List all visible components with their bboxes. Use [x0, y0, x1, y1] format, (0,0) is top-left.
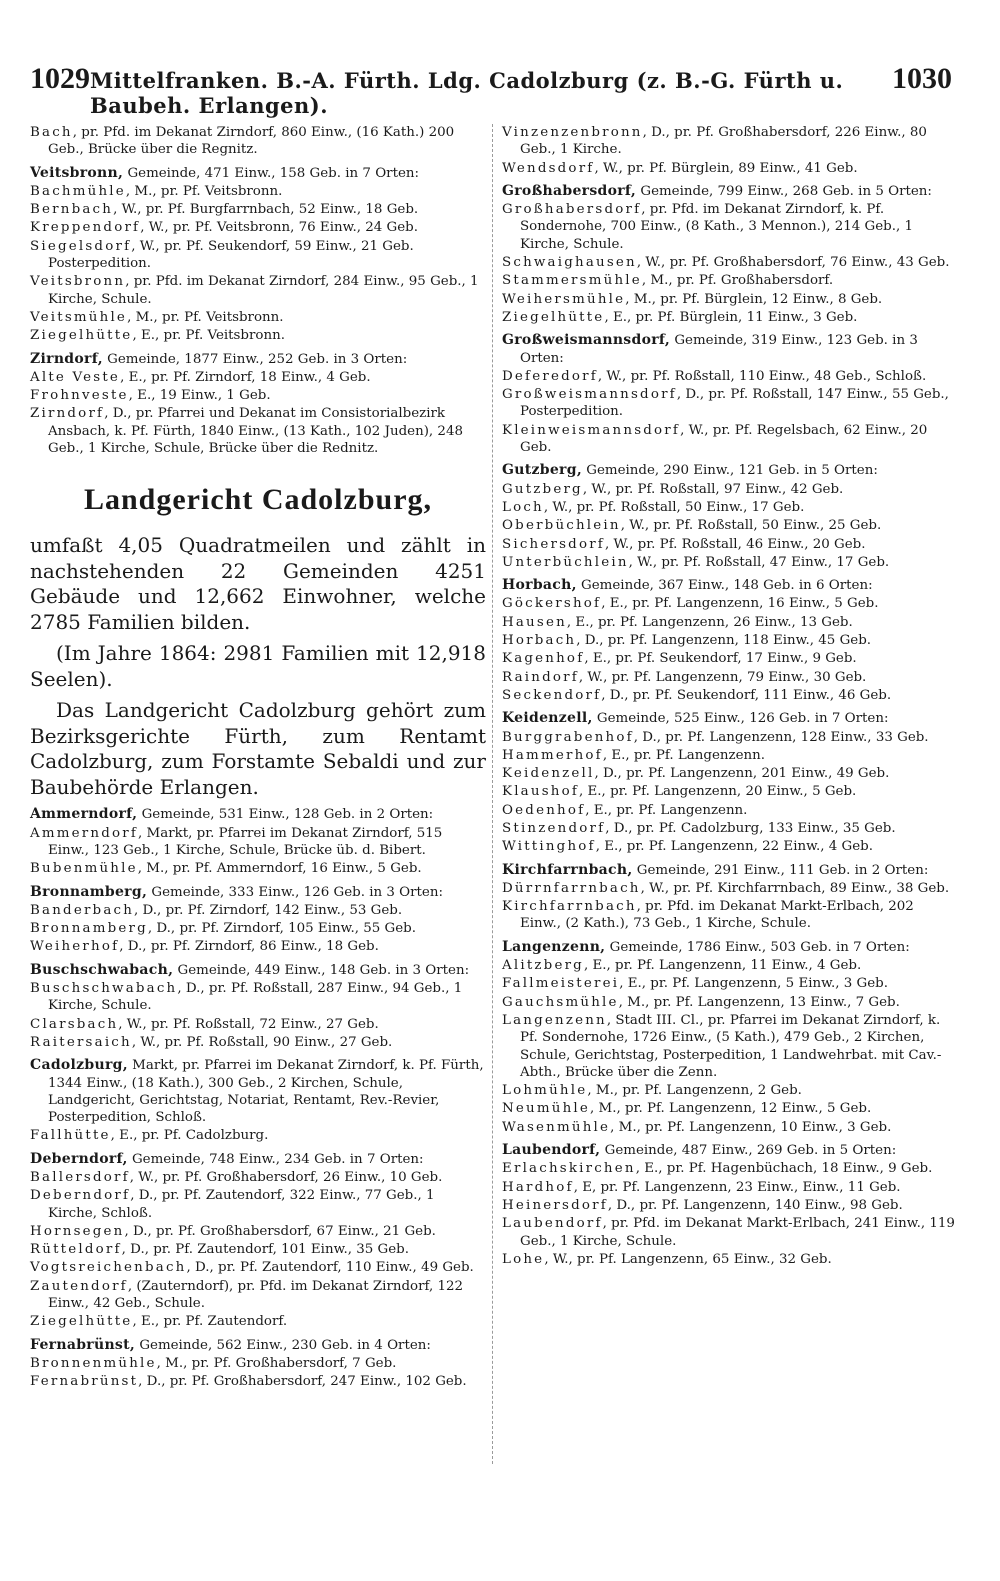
municipality-summary: Gemeinde, 333 Einw., 126 Geb. in 3 Orten:: [147, 884, 443, 900]
place-entry: [502, 729, 958, 746]
place-entry: [502, 309, 958, 326]
place-name: Siegelsdorf: [30, 238, 132, 254]
place-details: , D., pr. Pf. Seukendorf, 111 Einw., 46 Geb.: [601, 687, 892, 703]
place-name: Fallhütte: [30, 1128, 111, 1144]
municipality-summary: Gemeinde, 1877 Einw., 252 Geb. in 3 Orten:: [102, 351, 408, 367]
place-details: , E., pr. Pf. Langenzenn.: [602, 747, 766, 763]
municipality-summary: Gemeinde, 799 Einw., 268 Geb. in 5 Orten:: [636, 183, 932, 199]
place-details: , M., pr. Pf. Großhabersdorf, 7 Geb.: [156, 1355, 397, 1371]
place-name: Bubenmühle: [30, 861, 138, 877]
place-entry: [502, 1119, 958, 1136]
place-entry: [502, 499, 958, 516]
place-name: Göckershof: [502, 596, 602, 612]
municipality-heading: [502, 710, 958, 727]
place-entry: [502, 422, 958, 457]
place-details: , M., pr. Pf. Langenzenn, 13 Einw., 7 Geb.: [618, 994, 900, 1010]
place-details: , pr. Pfd. im Dekanat Zirndorf, 284 Einw., 95 Geb., 1 Kirche, Schule.: [48, 274, 479, 307]
place-name: Ammerndorf: [30, 825, 139, 841]
municipality-heading: [502, 939, 958, 956]
place-entry: [502, 368, 958, 385]
right-pre-section: [502, 124, 958, 177]
place-name: Schwaighausen: [502, 255, 637, 271]
place-entry: [30, 309, 486, 326]
place-name: Wasenmühle: [502, 1119, 611, 1135]
municipality-heading: [30, 1151, 486, 1168]
place-entry: [30, 369, 486, 386]
place-entry: [30, 273, 486, 308]
place-name: Oedenhof: [502, 802, 586, 818]
place-entry: [502, 536, 958, 553]
place-entry: [502, 975, 958, 992]
place-details: , E., pr. Pf. Veitsbronn.: [132, 328, 285, 344]
place-details: , E., pr. Pf. Bürglein, 11 Einw., 3 Geb.: [604, 309, 858, 325]
place-details: , E., pr. Pf. Langenzenn.: [585, 802, 748, 818]
place-details: , W., pr. Pf. Langenzenn, 79 Einw., 30 Geb.: [578, 669, 867, 685]
place-entry: [30, 1034, 486, 1051]
intro-paragraph: (Im Jahre 1864: 2981 Familien mit 12,918 Seelen).: [30, 641, 486, 691]
place-entry: [502, 802, 958, 819]
place-details: , D., pr. Pf. Langenzenn, 201 Einw., 49 Geb.: [594, 766, 890, 782]
place-entry: [502, 838, 958, 855]
place-name: Banderbach: [30, 902, 135, 918]
place-name: Horbach: [502, 633, 577, 649]
place-name: Ziegelhütte: [30, 1314, 133, 1330]
municipality-name: Fernabrünst,: [30, 1336, 136, 1353]
municipality-name: Langenzenn,: [502, 938, 606, 955]
place-entry: [502, 554, 958, 571]
place-details: , M., pr. Pf. Langenzenn, 2 Geb.: [587, 1083, 802, 1099]
municipality-heading: [502, 332, 958, 367]
municipality-summary: Gemeinde, 290 Einw., 121 Geb. in 5 Orten:: [582, 463, 878, 479]
right-page-number: 1030: [892, 62, 952, 95]
place-name: Keidenzell: [502, 766, 595, 782]
place-name: Lohe: [502, 1251, 545, 1267]
place-name: Hammerhof: [502, 747, 603, 763]
place-entry: [30, 327, 486, 344]
place-name: Wendsdorf: [502, 160, 595, 176]
left-column: [30, 124, 486, 1392]
place-name: Buschschwabach: [30, 981, 178, 997]
municipality-group: [502, 332, 958, 456]
place-name: Großhabersdorf: [502, 202, 642, 218]
place-entry: [502, 747, 958, 764]
municipality-name: Laubendorf,: [502, 1142, 601, 1159]
place-entry: [502, 517, 958, 534]
municipality-heading: [30, 1057, 486, 1126]
place-name: Deferedorf: [502, 368, 598, 384]
place-name: Laubendorf: [502, 1216, 603, 1232]
place-details: , D., pr. Pf. Zautendorf, 322 Einw., 77 Geb., 1 Kirche, Schloß.: [48, 1188, 435, 1221]
place-details: , pr. Pfd. im Dekanat Zirndorf, 860 Einw., (16 Kath.) 200 Geb., Brücke über die Regnitz.: [48, 125, 455, 158]
place-entry: [502, 880, 958, 897]
municipality-group: [502, 462, 958, 571]
place-entry: [502, 291, 958, 308]
place-name: Dürrnfarrnbach: [502, 880, 641, 896]
place-entry: [30, 238, 486, 273]
place-name: Loch: [502, 499, 544, 515]
place-name: Zautendorf: [30, 1278, 128, 1294]
place-entry: [502, 632, 958, 649]
place-name: Sichersdorf: [502, 536, 605, 552]
place-details: , D., pr. Pf. Zirndorf, 142 Einw., 53 Geb.: [134, 902, 403, 918]
place-details: , W., pr. Pf. Roßstall, 90 Einw., 27 Geb.: [131, 1034, 393, 1050]
place-name: Bernbach: [30, 202, 114, 218]
place-entry: [30, 1278, 486, 1313]
place-details: , M., pr. Pf. Großhabersdorf.: [641, 273, 834, 289]
place-entry: [30, 183, 486, 200]
place-entry: [30, 1187, 486, 1222]
municipality-group: [30, 1337, 486, 1391]
municipality-group: [30, 884, 486, 956]
place-details: , D., pr. Pf. Cadolzburg, 133 Einw., 35 Geb.: [605, 820, 896, 836]
place-details: , E., pr. Pf. Seukendorf, 17 Einw., 9 Geb.: [584, 651, 857, 667]
place-details: , D., pr. Pfarrei und Dekanat im Consistorialbezirk Ansbach, k. Pf. Fürth, 1840 Einw., (13 Kath., 102 Juden), 248 Geb., 1 Kirche, Schule, Brücke über die Rednitz.: [48, 406, 463, 457]
place-entry: [502, 650, 958, 667]
place-entry: [30, 980, 486, 1015]
place-name: Erlachskirchen: [502, 1161, 636, 1177]
place-details: , W., pr. Pf. Großhabersdorf, 26 Einw., 10 Geb.: [129, 1169, 443, 1185]
left-groups: [30, 806, 486, 1390]
place-details: , D., pr. Pf. Roßstall, 287 Einw., 94 Geb., 1 Kirche, Schule.: [48, 981, 463, 1014]
place-name: Unterbüchlein: [502, 554, 629, 570]
municipality-name: Veitsbronn,: [30, 164, 124, 181]
place-details: , E., pr. Pf. Hagenbüchach, 18 Einw., 9 Geb.: [635, 1161, 933, 1177]
municipality-name: Großweismannsdorf,: [502, 332, 671, 349]
right-column: [502, 124, 958, 1269]
place-name: Alte Veste: [30, 369, 121, 385]
place-name: Stinzendorf: [502, 820, 606, 836]
place-name: Langenzenn: [502, 1012, 607, 1028]
place-entry: [502, 765, 958, 782]
place-entry: [30, 825, 486, 860]
page-header: [30, 62, 952, 118]
intro-paragraph: umfaßt 4,05 Quadratmeilen und zählt in nachstehenden 22 Gemeinden 4251 Gebäude und 12,662 Einwohner, welche 2785 Familien bilden.: [30, 533, 486, 634]
municipality-summary: Markt, pr. Pfarrei im Dekanat Zirndorf, k. Pf. Fürth, 1344 Einw., (18 Kath.), 300 Geb., 2 Kirchen, Schule, Landgericht, Gerichtstag, Notariat, Rentamt, Rev.-Revier, Posterpedition, Schloß.: [48, 1058, 484, 1126]
place-details: , W., pr. Pf. Roßstall, 50 Einw., 17 Geb.: [543, 499, 805, 515]
place-name: Gauchsmühle: [502, 994, 619, 1010]
municipality-group: [30, 1151, 486, 1331]
place-entry: [502, 994, 958, 1011]
place-entry: [502, 669, 958, 686]
place-details: , W., pr. Pf. Roßstall, 97 Einw., 42 Geb.: [582, 481, 844, 497]
place-name: Bronnamberg: [30, 921, 148, 937]
court-title: Landgericht Cadolzburg,: [83, 483, 433, 517]
municipality-group: [502, 939, 958, 1136]
place-details: , W., pr. Pf. Langenzenn, 65 Einw., 32 Geb.: [544, 1251, 832, 1267]
municipality-summary: Gemeinde, 319 Einw., 123 Geb. in 3 Orten:: [520, 333, 918, 366]
place-details: , (Zauterndorf), pr. Pfd. im Dekanat Zirndorf, 122 Einw., 42 Geb., Schule.: [48, 1278, 464, 1312]
place-details: , D., pr. Pf. Großhabersdorf, 247 Einw., 102 Geb.: [138, 1374, 467, 1390]
municipality-group: [30, 1057, 486, 1144]
municipality-group: [502, 710, 958, 855]
municipality-heading: [502, 462, 958, 479]
place-name: Kleinweismannsdorf: [502, 422, 681, 438]
column-divider: [492, 124, 493, 1464]
municipality-summary: Gemeinde, 487 Einw., 269 Geb. in 5 Orten:: [600, 1143, 897, 1159]
place-name: Rütteldorf: [30, 1242, 122, 1258]
municipality-group: [502, 183, 958, 326]
place-entry: [502, 957, 958, 974]
municipality-name: Kirchfarrnbach,: [502, 861, 633, 878]
place-details: , E., pr. Pf. Cadolzburg.: [110, 1128, 269, 1144]
place-name: Kagenhof: [502, 651, 585, 667]
right-groups: [502, 183, 958, 1268]
place-name: Vogtsreichenbach: [30, 1260, 187, 1276]
left-page-number: 1029: [30, 62, 90, 95]
place-name: Kreppendorf: [30, 220, 141, 236]
municipality-name: Buschschwabach,: [30, 961, 174, 978]
place-details: , E., pr. Pf. Langenzenn, 22 Einw., 4 Geb.: [595, 839, 873, 855]
place-name: Ziegelhütte: [502, 309, 605, 325]
place-details: , D., pr. Pf. Roßstall, 147 Einw., 55 Geb., Posterpedition.: [520, 387, 949, 420]
municipality-summary: Gemeinde, 449 Einw., 148 Geb. in 3 Orten:: [173, 962, 470, 978]
place-details: , E., pr. Pf. Langenzenn, 5 Einw., 3 Geb.: [619, 976, 888, 992]
place-name: Großweismannsdorf: [502, 387, 677, 403]
municipality-group: [30, 806, 486, 877]
place-entry: [502, 272, 958, 289]
municipality-name: Cadolzburg,: [30, 1057, 128, 1074]
place-name: Frohnveste: [30, 388, 129, 404]
place-details: , W., pr. Pf. Kirchfarrnbach, 89 Einw., 38 Geb.: [640, 880, 950, 896]
place-details: , E., pr. Pf. Zautendorf.: [132, 1314, 288, 1330]
place-details: , D., pr. Pf. Zautendorf, 101 Einw., 35 Geb.: [121, 1242, 409, 1258]
place-name: Kirchfarrnbach: [502, 899, 637, 915]
municipality-name: Ammerndorf,: [30, 806, 138, 823]
place-name: Veitsmühle: [30, 309, 128, 325]
municipality-name: Keidenzell,: [502, 710, 593, 727]
place-name: Hardhof: [502, 1179, 574, 1195]
place-details: , M., pr. Pf. Langenzenn, 10 Einw., 3 Geb.: [610, 1119, 892, 1135]
place-details: , E., pr. Pf. Langenzenn, 20 Einw., 5 Geb.: [579, 784, 857, 800]
place-name: Alitzberg: [502, 958, 584, 974]
place-details: , D., pr. Pf. Langenzenn, 128 Einw., 33 Geb.: [633, 729, 929, 745]
municipality-summary: Gemeinde, 471 Einw., 158 Geb. in 7 Orten:: [123, 165, 420, 181]
place-entry: [30, 405, 486, 457]
place-entry: [30, 1169, 486, 1186]
place-entry: [502, 160, 958, 177]
place-details: , D., pr. Pf. Großhabersdorf, 226 Einw., 80 Geb., 1 Kirche.: [520, 125, 927, 158]
municipality-summary: Gemeinde, 531 Einw., 128 Geb. in 2 Orten:: [137, 807, 434, 823]
municipality-heading: [502, 577, 958, 594]
place-details: , W., pr. Pf. Roßstall, 47 Einw., 17 Geb.: [628, 554, 890, 570]
municipality-name: Bronnamberg,: [30, 883, 148, 900]
place-entry: [30, 1259, 486, 1276]
place-name: Seckendorf: [502, 687, 602, 703]
place-entry: [502, 614, 958, 631]
place-entry: [30, 1241, 486, 1258]
place-name: Ballersdorf: [30, 1169, 130, 1185]
place-name: Bach: [30, 125, 73, 140]
municipality-name: Gutzberg,: [502, 462, 582, 479]
municipality-heading: [30, 806, 486, 823]
place-entry: [30, 387, 486, 404]
place-details: , D., pr. Pf. Langenzenn, 118 Einw., 45 Geb.: [576, 633, 872, 649]
place-entry: [502, 481, 958, 498]
place-name: Zirndorf: [30, 406, 105, 422]
place-entry: [30, 201, 486, 218]
municipality-name: Horbach,: [502, 577, 577, 594]
place-name: Lohmühle: [502, 1083, 588, 1099]
place-name: Bronnenmühle: [30, 1355, 157, 1371]
place-entry: [30, 219, 486, 236]
left-pre-groups: [30, 165, 486, 458]
place-name: Bachmühle: [30, 183, 126, 199]
running-title: Mittelfranken. B.-A. Fürth. Ldg. Cadolzburg (z. B.-G. Fürth u. Baubeh. Erlangen).: [90, 68, 844, 118]
place-entry: [30, 1373, 486, 1390]
place-entry: [502, 1215, 958, 1250]
municipality-heading: [502, 862, 958, 879]
place-entry: [502, 783, 958, 800]
municipality-group: [502, 1142, 958, 1268]
place-name: Weiherhof: [30, 939, 120, 955]
municipality-group: [30, 962, 486, 1051]
place-name: Hausen: [502, 614, 567, 630]
place-details: , pr. Pfd. im Dekanat Markt-Erlbach, 241 Einw., 119 Geb., 1 Kirche, Schule.: [520, 1216, 955, 1249]
municipality-heading: [502, 1142, 958, 1159]
place-name: Stammersmühle: [502, 273, 642, 289]
place-details: , M., pr. Pf. Veitsbronn.: [125, 183, 283, 199]
place-name: Fallmeisterei: [502, 976, 620, 992]
place-name: Clarsbach: [30, 1016, 119, 1032]
place-details: , W., pr. Pf. Regelsbach, 62 Einw., 20 Geb.: [520, 422, 928, 456]
place-name: Hornsegen: [30, 1223, 125, 1239]
place-name: Fernabrünst: [30, 1374, 139, 1390]
place-entry: [502, 820, 958, 837]
municipality-summary: Gemeinde, 1786 Einw., 503 Geb. in 7 Orten:: [605, 939, 910, 955]
place-name: Klaushof: [502, 784, 580, 800]
place-name: Veitsbronn: [30, 274, 126, 290]
place-entry: [502, 124, 958, 159]
place-details: , W., pr. Pf. Roßstall, 110 Einw., 48 Geb., Schloß.: [597, 368, 927, 384]
municipality-summary: Gemeinde, 291 Einw., 111 Geb. in 2 Orten:: [632, 862, 929, 878]
place-details: , E., pr. Pf. Zirndorf, 18 Einw., 4 Geb.: [120, 369, 371, 385]
place-details: , D., pr. Pf. Langenzenn, 140 Einw., 98 Geb.: [607, 1197, 903, 1213]
place-entry: [502, 1082, 958, 1099]
place-entry: [30, 124, 486, 159]
municipality-name: Deberndorf,: [30, 1150, 128, 1167]
place-entry: [502, 687, 958, 704]
place-details: , D., pr. Pf. Großhabersdorf, 67 Einw., 21 Geb.: [124, 1223, 436, 1239]
place-entry: [30, 1127, 486, 1144]
place-name: Weihersmühle: [502, 291, 626, 307]
place-details: , E., pr. Pf. Langenzenn, 11 Einw., 4 Geb.: [583, 958, 862, 974]
place-details: , Markt, pr. Pfarrei im Dekanat Zirndorf, 515 Einw., 123 Geb., 1 Kirche, Schule, Brücke üb. d. Bibert.: [48, 825, 443, 858]
municipality-heading: [30, 1337, 486, 1354]
place-details: , W., pr. Pf. Veitsbronn, 76 Einw., 24 Geb.: [140, 220, 418, 236]
place-entry: [502, 898, 958, 933]
place-entry: [30, 1016, 486, 1033]
place-name: Ziegelhütte: [30, 328, 133, 344]
place-details: , D., pr. Pf. Zirndorf, 86 Einw., 18 Geb.: [119, 939, 379, 955]
municipality-summary: Gemeinde, 562 Einw., 230 Geb. in 4 Orten:: [135, 1337, 431, 1353]
place-entry: [502, 1100, 958, 1117]
municipality-heading: [30, 351, 486, 368]
place-entry: [502, 201, 958, 253]
place-entry: [30, 860, 486, 877]
place-details: , M., pr. Pf. Ammerndorf, 16 Einw., 5 Geb.: [137, 861, 422, 877]
place-name: Raitersaich: [30, 1034, 132, 1050]
municipality-heading: [30, 165, 486, 182]
place-name: Burggrabenhof: [502, 729, 634, 745]
place-details: , pr. Pfd. im Dekanat Zirndorf, k. Pf. Sondernohe, 700 Einw., (8 Kath., 3 Mennon.), 214 Geb., 1 Kirche, Schule.: [520, 202, 914, 252]
place-details: , W., pr. Pf. Burgfarrnbach, 52 Einw., 18 Geb.: [113, 202, 419, 218]
place-details: , W., pr. Pf. Bürglein, 89 Einw., 41 Geb.: [594, 160, 858, 176]
place-details: , E., pr. Pf. Langenzenn, 16 Einw., 5 Geb.: [601, 596, 879, 612]
place-name: Heinersdorf: [502, 1197, 608, 1213]
municipality-name: Großhabersdorf,: [502, 182, 637, 199]
place-entry: [502, 595, 958, 612]
municipality-summary: Gemeinde, 367 Einw., 148 Geb. in 6 Orten:: [576, 578, 873, 594]
place-name: Deberndorf: [30, 1188, 131, 1204]
municipality-group: [502, 862, 958, 933]
place-details: , D., pr. Pf. Zirndorf, 105 Einw., 55 Geb.: [147, 921, 416, 937]
place-details: , M., pr. Pf. Bürglein, 12 Einw., 8 Geb.: [625, 291, 883, 307]
place-name: Neumühle: [502, 1101, 591, 1117]
place-details: , E, pr. Pf. Langenzenn, 23 Einw., Einw., 11 Geb.: [573, 1179, 901, 1195]
municipality-summary: Gemeinde, 748 Einw., 234 Geb. in 7 Orten:: [127, 1151, 424, 1167]
place-details: , E., pr. Pf. Langenzenn, 26 Einw., 13 Geb.: [566, 614, 853, 630]
place-details: , W., pr. Pf. Roßstall, 46 Einw., 20 Geb.: [604, 536, 866, 552]
place-details: , W., pr. Pf. Roßstall, 72 Einw., 27 Geb.: [118, 1016, 379, 1032]
place-name: Wittinghof: [502, 839, 596, 855]
municipality-heading: [30, 962, 486, 979]
place-details: , D., pr. Pf. Zautendorf, 110 Einw., 49 Geb.: [186, 1260, 474, 1276]
municipality-group: [30, 165, 486, 345]
place-name: Vinzenzenbronn: [502, 125, 643, 140]
place-entry: [30, 938, 486, 955]
place-details: , W., pr. Pf. Roßstall, 50 Einw., 25 Geb.: [620, 518, 882, 534]
left-pre-section: [30, 124, 486, 159]
place-entry: [502, 1012, 958, 1081]
place-entry: [502, 1197, 958, 1214]
place-details: , Stadt III. Cl., pr. Pfarrei im Dekanat Zirndorf, k. Pf. Sondernohe, 1726 Einw., (5 Kath.), 479 Geb., 2 Kirchen, Schule, Gerichtstag, Posterpedition, 1 Landwehrbat. mit Cav.-Abth., Brücke über die Zenn.: [520, 1012, 942, 1080]
place-name: Oberbüchlein: [502, 518, 621, 534]
place-details: , E., 19 Einw., 1 Geb.: [128, 388, 271, 404]
municipality-heading: [30, 884, 486, 901]
municipality-heading: [502, 183, 958, 200]
municipality-name: Zirndorf,: [30, 350, 103, 367]
place-entry: [30, 902, 486, 919]
place-entry: [30, 1313, 486, 1330]
municipality-summary: Gemeinde, 525 Einw., 126 Geb. in 7 Orten:: [592, 711, 889, 727]
place-details: , W., pr. Pf. Seukendorf, 59 Einw., 21 Geb. Posterpedition.: [48, 238, 414, 272]
place-entry: [30, 1355, 486, 1372]
place-entry: [502, 1179, 958, 1196]
municipality-group: [502, 577, 958, 704]
place-entry: [502, 386, 958, 421]
municipality-group: [30, 351, 486, 458]
intro-paragraph: Das Landgericht Cadolzburg gehört zum Bezirksgerichte Fürth, zum Rentamt Cadolzburg, zum Forstamte Sebaldi und zur Baubehörde Erlangen.: [30, 698, 486, 799]
place-details: , M., pr. Pf. Veitsbronn.: [127, 309, 284, 325]
place-details: , pr. Pfd. im Dekanat Markt-Erlbach, 202 Einw., (2 Kath.), 73 Geb., 1 Kirche, Schule.: [520, 899, 914, 932]
place-name: Raindorf: [502, 669, 579, 685]
place-entry: [502, 254, 958, 271]
place-details: , W., pr. Pf. Großhabersdorf, 76 Einw., 43 Geb.: [636, 255, 950, 271]
place-entry: [30, 920, 486, 937]
place-entry: [30, 1223, 486, 1240]
place-name: Gutzberg: [502, 481, 583, 497]
place-details: , M., pr. Pf. Langenzenn, 12 Einw., 5 Geb.: [590, 1101, 872, 1117]
place-entry: [502, 1251, 958, 1268]
place-entry: [502, 1160, 958, 1177]
